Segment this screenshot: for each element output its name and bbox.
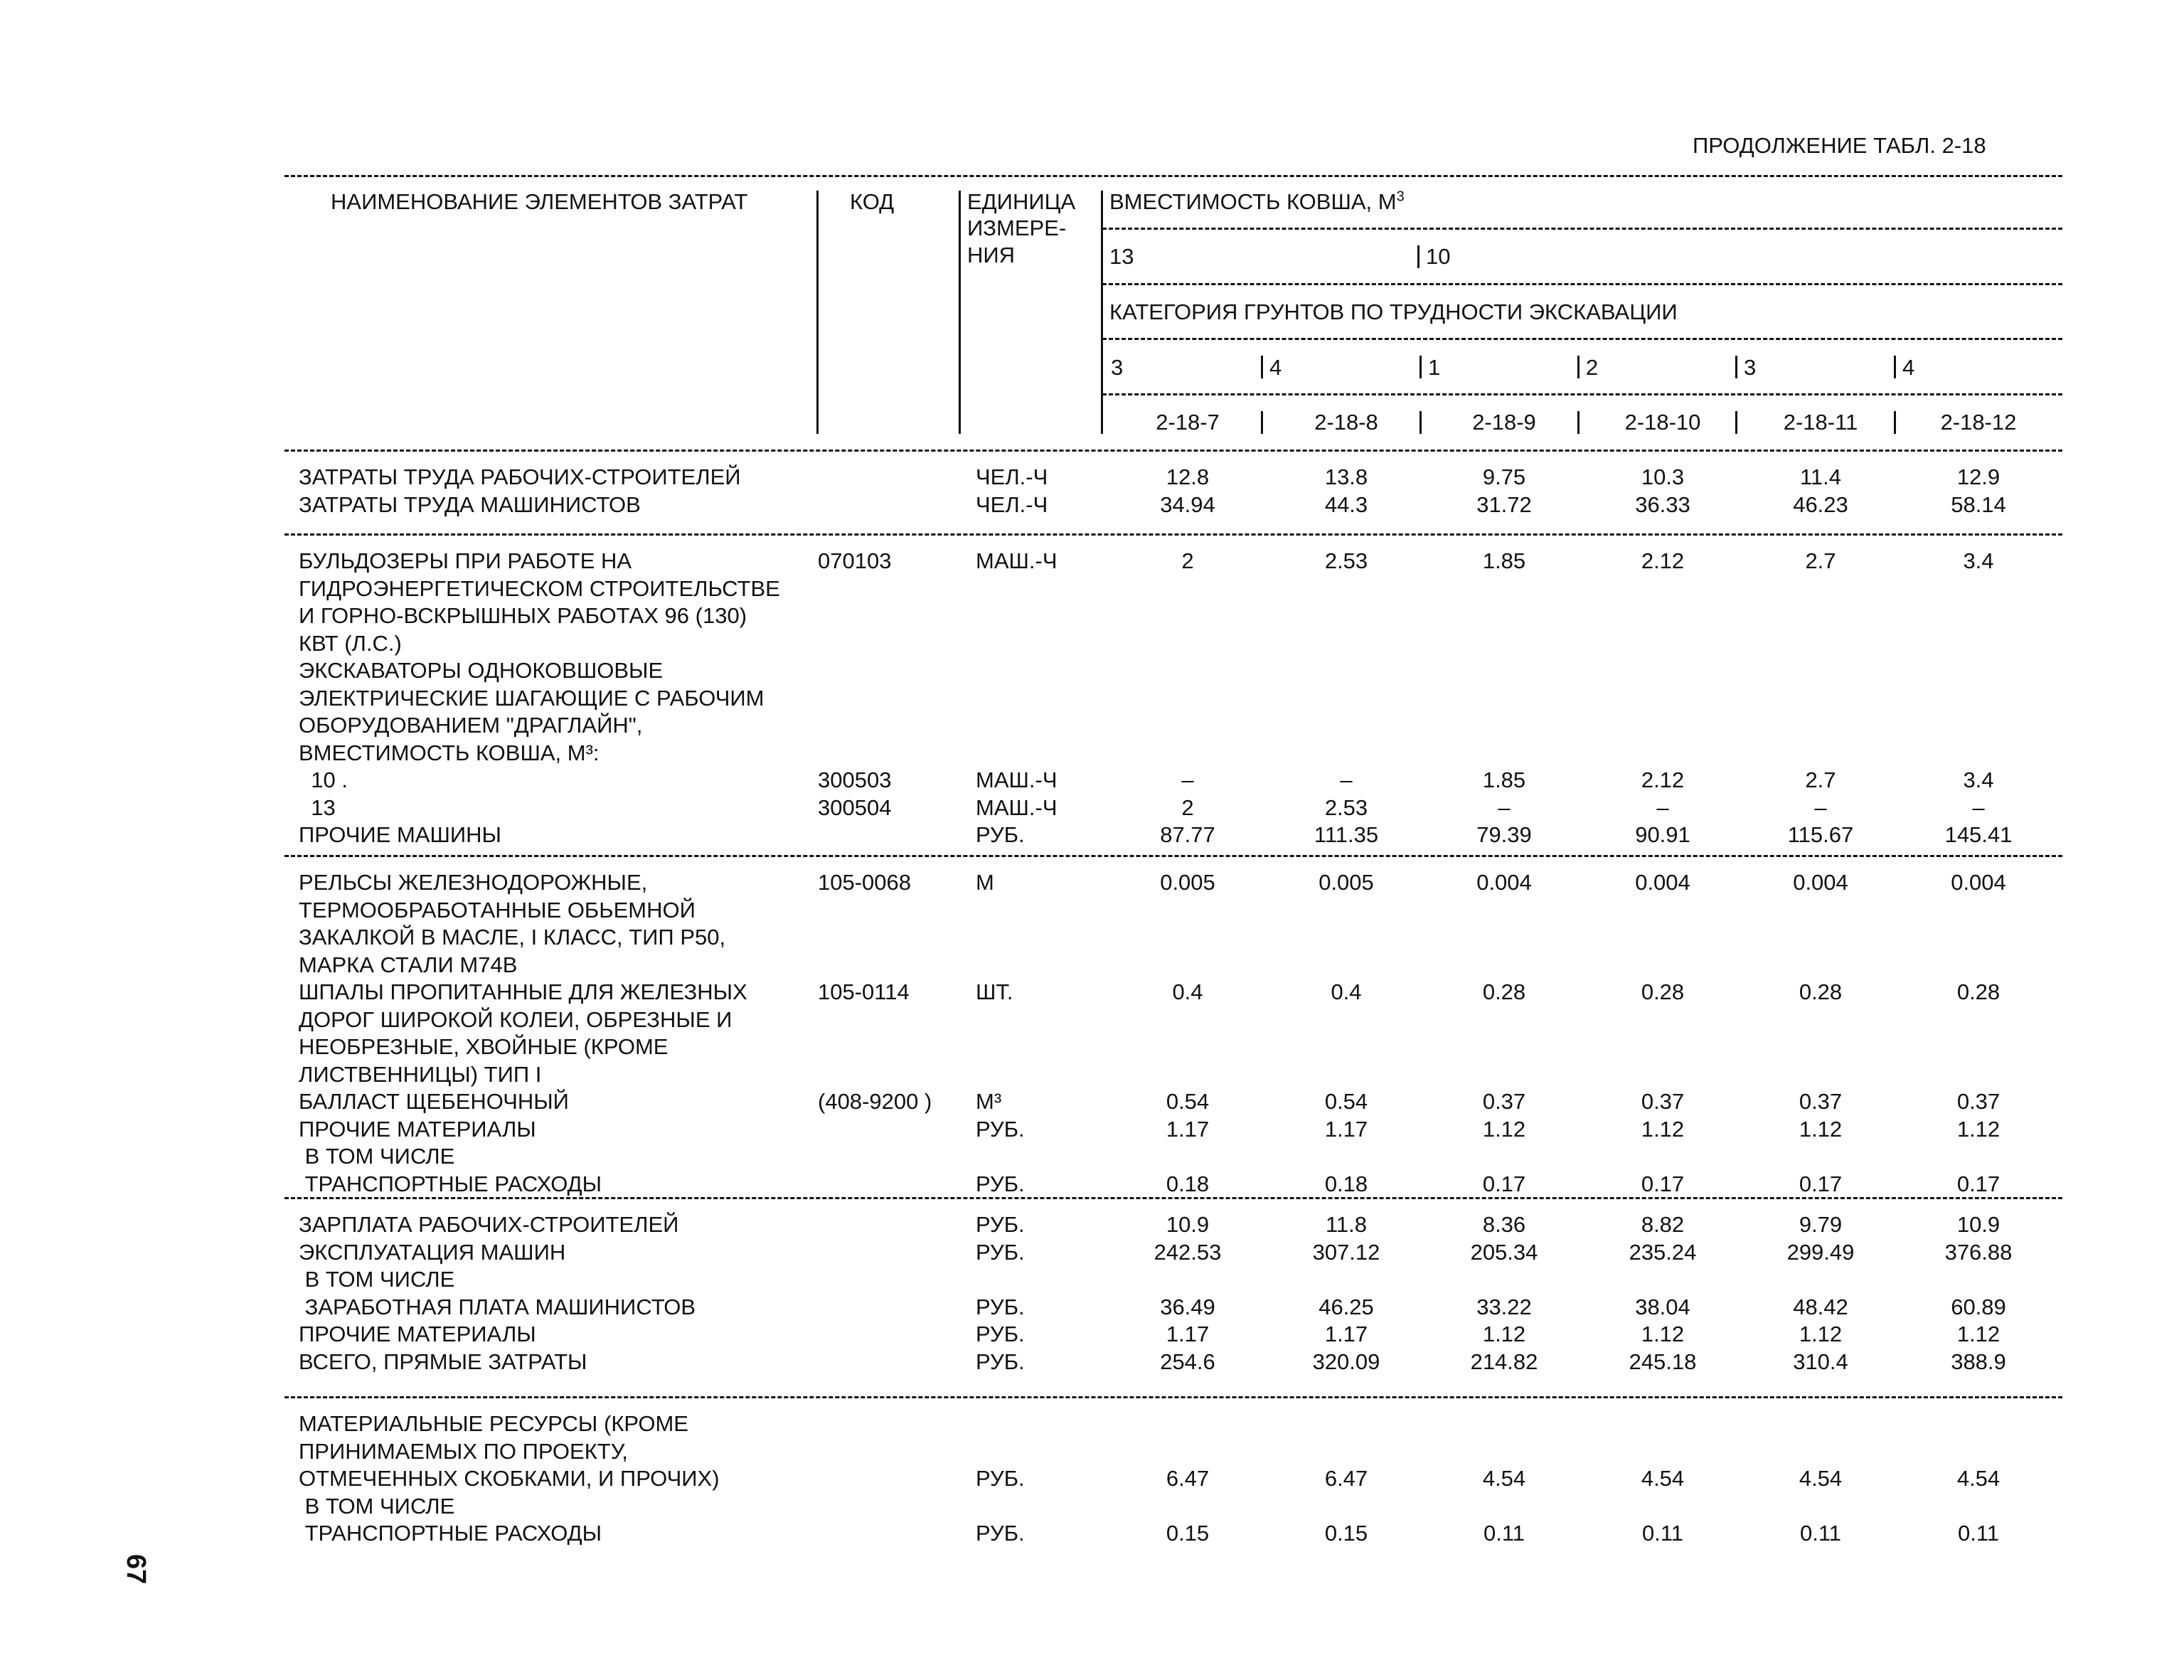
row-value: 0.11	[1957, 1521, 2000, 1546]
row-value: 1.12	[1482, 1116, 1526, 1142]
row-name-line: ТЕРМООБРАБОТАННЫЕ ОБЬЕМНОЙ	[299, 897, 696, 923]
row-value: 34.94	[1160, 491, 1215, 517]
row-name-line: 13	[299, 794, 336, 820]
header-code-2-18-11: 2-18-11	[1783, 410, 1858, 435]
row-name-line: ГИДРОЭНЕРГЕТИЧЕСКОМ СТРОИТЕЛЬСТВЕ	[299, 575, 780, 601]
row-value: 1.85	[1482, 767, 1526, 792]
row-unit: МАШ.-Ч	[976, 548, 1058, 573]
header-code-2-18-12: 2-18-12	[1940, 410, 2017, 435]
row-value: 36.33	[1635, 491, 1690, 517]
row-name-line: ПРОЧИЕ МАШИНЫ	[299, 822, 501, 847]
row-value: 38.04	[1635, 1294, 1690, 1319]
row-name-line: В ТОМ ЧИСЛЕ	[299, 1267, 455, 1292]
row-value: 111.35	[1314, 822, 1379, 847]
row-value: 2.7	[1805, 548, 1836, 573]
row-value: –	[1340, 767, 1353, 792]
row-value: 320.09	[1312, 1349, 1380, 1374]
header-divider	[1577, 356, 1580, 378]
row-name-line: ЛИСТВЕННИЦЫ) ТИП I	[299, 1061, 542, 1087]
row-value: 10.3	[1641, 464, 1685, 489]
row-name-line: БАЛЛАСТ ЩЕБЕНОЧНЫЙ	[299, 1089, 569, 1114]
row-value: 1.17	[1166, 1116, 1210, 1142]
row-unit: РУБ.	[976, 1349, 1025, 1374]
row-value: 44.3	[1324, 491, 1368, 517]
row-value: 0.17	[1641, 1171, 1685, 1196]
row-name-line: ЗАРПЛАТА РАБОЧИХ-СТРОИТЕЛЕЙ	[299, 1212, 679, 1237]
row-value: 1.12	[1956, 1322, 2001, 1346]
table-top-rule	[284, 175, 2062, 177]
row-value: 115.67	[1787, 822, 1854, 847]
header-code-2-18-10: 2-18-10	[1624, 410, 1701, 435]
row-value: 0.37	[1799, 1089, 1843, 1114]
header-divider	[1261, 411, 1263, 434]
row-value: 0.15	[1324, 1521, 1368, 1546]
row-value: –	[1972, 794, 1985, 820]
row-value: 0.17	[1956, 1171, 2001, 1196]
row-name-line: ТРАНСПОРТНЫЕ РАСХОДЫ	[299, 1171, 602, 1196]
row-value: 299.49	[1786, 1239, 1855, 1265]
row-name-line: ТРАНСПОРТНЫЕ РАСХОДЫ	[299, 1521, 602, 1546]
row-value: 307.12	[1312, 1239, 1380, 1265]
row-unit: РУБ.	[976, 1521, 1025, 1546]
row-unit: РУБ.	[976, 1171, 1025, 1196]
row-value: 0.18	[1166, 1171, 1210, 1196]
row-value: 8.36	[1482, 1212, 1526, 1237]
header-unit-line-3: НИЯ	[967, 243, 1016, 267]
row-name-line: ВСЕГО, ПРЯМЫЕ ЗАТРАТЫ	[299, 1349, 587, 1374]
row-name-line: ОТМЕЧЕННЫХ СКОБКАМИ, И ПРОЧИХ)	[299, 1466, 720, 1491]
header-separator-code-unit	[959, 191, 961, 434]
row-code: 070103	[818, 548, 892, 573]
row-value: 0.004	[1951, 870, 2006, 895]
page-number: 67	[121, 1554, 151, 1585]
row-value: –	[1181, 767, 1194, 792]
row-value: 4.54	[1641, 1466, 1685, 1491]
row-name-line: ЗАТРАТЫ ТРУДА РАБОЧИХ-СТРОИТЕЛЕЙ	[299, 464, 741, 489]
row-value: 4.54	[1799, 1466, 1843, 1491]
row-name-line: В ТОМ ЧИСЛЕ	[299, 1493, 455, 1519]
header-capacity-title: ВМЕСТИМОСТЬ КОВША, $М^3$	[1109, 188, 1405, 214]
row-value: 6.47	[1166, 1466, 1210, 1491]
row-name-line: ШПАЛЫ ПРОПИТАННЫЕ ДЛЯ ЖЕЛЕЗНЫХ	[299, 979, 747, 1004]
row-value: 0.28	[1641, 979, 1685, 1004]
row-name-line: КВТ (Л.С.)	[299, 630, 402, 656]
row-code: 300503	[818, 767, 892, 792]
row-value: 0.15	[1166, 1521, 1210, 1546]
row-value: 3.4	[1963, 767, 1994, 792]
row-value: 0.11	[1641, 1521, 1684, 1546]
row-value: 0.28	[1482, 979, 1526, 1004]
row-value: 4.54	[1956, 1466, 2001, 1491]
row-name-line: ПРИНИМАЕМЫХ ПО ПРОЕКТУ,	[299, 1438, 628, 1464]
row-value: 12.8	[1166, 464, 1210, 489]
row-value: 242.53	[1154, 1239, 1222, 1265]
row-value: 3.4	[1963, 548, 1994, 573]
row-name-line: 10 .	[299, 767, 348, 792]
row-value: 79.39	[1476, 822, 1532, 847]
row-value: 36.49	[1160, 1294, 1215, 1319]
header-divider	[1577, 411, 1580, 434]
row-value: 9.79	[1799, 1212, 1843, 1237]
header-unit-line-2: ИЗМЕРЕ-	[967, 216, 1067, 240]
header-bottom-rule	[284, 450, 2062, 452]
row-name-line: ДОРОГ ШИРОКОЙ КОЛЕИ, ОБРЕЗНЫЕ И	[299, 1006, 733, 1032]
header-separator-name-code	[816, 191, 819, 434]
row-unit: ЧЕЛ.-Ч	[976, 464, 1048, 489]
row-value: 12.9	[1956, 464, 2001, 489]
row-code: 105-0114	[818, 979, 910, 1004]
row-value: 235.24	[1629, 1239, 1697, 1265]
header-category-title: КАТЕГОРИЯ ГРУНТОВ ПО ТРУДНОСТИ ЭКСКАВАЦИИ	[1109, 299, 1678, 324]
header-name-column: НАИМЕНОВАНИЕ ЭЛЕМЕНТОВ ЗАТРАТ	[331, 189, 748, 214]
row-value: 388.9	[1951, 1349, 2006, 1374]
header-category-1: 3	[1111, 355, 1124, 380]
row-value: 0.005	[1319, 870, 1374, 895]
header-separator-unit-values	[1101, 191, 1103, 434]
header-divider	[1417, 245, 1419, 268]
header-divider	[1735, 411, 1737, 434]
row-value: 6.47	[1324, 1466, 1368, 1491]
row-value: 2.7	[1805, 767, 1836, 792]
row-value: 0.11	[1483, 1521, 1525, 1546]
header-category-5: 3	[1744, 355, 1757, 380]
section-rule	[284, 533, 2062, 536]
row-value: 0.28	[1799, 979, 1843, 1004]
row-value: 8.82	[1641, 1212, 1685, 1237]
row-unit: М³	[976, 1089, 1002, 1114]
row-name-line: И ГОРНО-ВСКРЫШНЫХ РАБОТАХ 96 (130)	[299, 603, 747, 628]
row-unit: РУБ.	[976, 1116, 1025, 1142]
row-name-line: ЗАРАБОТНАЯ ПЛАТА МАШИНИСТОВ	[299, 1294, 696, 1319]
row-value: 1.17	[1324, 1322, 1368, 1346]
row-value: 1.17	[1166, 1322, 1210, 1346]
row-value: –	[1498, 794, 1511, 820]
row-value: 0.17	[1799, 1171, 1843, 1196]
header-category-3: 1	[1428, 355, 1441, 380]
row-name-line: БУЛЬДОЗЕРЫ ПРИ РАБОТЕ НА	[299, 548, 632, 573]
row-unit: РУБ.	[976, 1322, 1025, 1346]
row-value: 4.54	[1482, 1466, 1526, 1491]
row-value: 90.91	[1635, 822, 1690, 847]
header-rule	[1102, 228, 2062, 230]
row-value: 1.12	[1482, 1322, 1526, 1346]
header-code-2-18-9: 2-18-9	[1472, 410, 1536, 435]
row-code: 105-0068	[818, 870, 912, 895]
row-value: 58.14	[1951, 491, 2006, 517]
row-name-line: ЗАТРАТЫ ТРУДА МАШИНИСТОВ	[299, 491, 641, 517]
row-value: 48.42	[1793, 1294, 1848, 1319]
row-unit: РУБ.	[976, 1466, 1025, 1491]
row-unit: РУБ.	[976, 1212, 1025, 1237]
header-capacity-10: 10	[1426, 244, 1451, 269]
row-name-line: ПРОЧИЕ МАТЕРИАЛЫ	[299, 1116, 536, 1142]
row-value: 11.8	[1325, 1212, 1368, 1237]
row-value: 0.004	[1635, 870, 1690, 895]
row-value: 10.9	[1166, 1212, 1210, 1237]
row-code: (408-9200 )	[818, 1089, 932, 1114]
row-name-line: ЗАКАЛКОЙ В МАСЛЕ, I КЛАСС, ТИП Р50,	[299, 925, 726, 950]
header-code-2-18-7: 2-18-7	[1156, 410, 1220, 435]
header-divider	[1419, 411, 1422, 434]
row-value: 46.25	[1319, 1294, 1374, 1319]
row-value: 13.8	[1324, 464, 1368, 489]
row-value: 0.54	[1166, 1089, 1210, 1114]
header-rule	[1102, 283, 2062, 285]
row-value: 2.12	[1641, 548, 1685, 573]
row-value: 33.22	[1476, 1294, 1532, 1319]
row-value: 0.54	[1324, 1089, 1368, 1114]
row-value: 245.18	[1629, 1349, 1697, 1374]
row-unit: ЧЕЛ.-Ч	[976, 491, 1048, 517]
row-value: 310.4	[1793, 1349, 1848, 1374]
row-name-line: ПРОЧИЕ МАТЕРИАЛЫ	[299, 1322, 536, 1346]
header-divider	[1261, 356, 1263, 378]
table-caption: ПРОДОЛЖЕНИЕ ТАБЛ. 2-18	[1693, 133, 1986, 158]
row-value: 2.53	[1324, 794, 1368, 820]
row-value: 376.88	[1944, 1239, 2013, 1265]
header-divider	[1894, 411, 1896, 434]
header-divider	[1894, 356, 1896, 378]
header-divider	[1735, 356, 1737, 378]
row-value: –	[1814, 794, 1827, 820]
row-value: 2	[1181, 548, 1194, 573]
row-name-line: ЭКСКАВАТОРЫ ОДНОКОВШОВЫЕ	[299, 658, 664, 683]
row-value: 0.4	[1172, 979, 1203, 1004]
row-code: 300504	[818, 794, 892, 820]
row-value: 1.12	[1641, 1116, 1685, 1142]
row-value: 11.4	[1799, 464, 1842, 489]
row-value: 9.75	[1482, 464, 1526, 489]
row-value: 1.12	[1799, 1322, 1843, 1346]
row-unit: МАШ.-Ч	[976, 767, 1058, 792]
row-value: 0.37	[1482, 1089, 1526, 1114]
header-rule	[1102, 338, 2062, 340]
header-category-4: 2	[1586, 355, 1599, 380]
header-rule	[1102, 393, 2062, 395]
row-name-line: ЭЛЕКТРИЧЕСКИЕ ШАГАЮЩИЕ С РАБОЧИМ	[299, 685, 765, 711]
row-value: 0.004	[1476, 870, 1532, 895]
row-name-line: МАРКА СТАЛИ М74В	[299, 952, 518, 977]
row-value: –	[1656, 794, 1669, 820]
row-value: 1.12	[1799, 1116, 1843, 1142]
row-name-line: В ТОМ ЧИСЛЕ	[299, 1144, 455, 1169]
row-value: 31.72	[1476, 491, 1532, 517]
row-value: 145.41	[1944, 822, 2013, 847]
header-code-column: КОД	[850, 189, 895, 214]
row-value: 254.6	[1160, 1349, 1215, 1374]
row-unit: МАШ.-Ч	[976, 794, 1058, 820]
row-unit: РУБ.	[976, 1294, 1025, 1319]
row-value: 0.18	[1324, 1171, 1368, 1196]
row-value: 0.11	[1799, 1521, 1842, 1546]
row-unit: РУБ.	[976, 822, 1025, 847]
row-value: 0.005	[1160, 870, 1215, 895]
row-name-line: ЭКСПЛУАТАЦИЯ МАШИН	[299, 1239, 566, 1265]
header-capacity-13: 13	[1109, 244, 1134, 269]
row-name-line: ОБОРУДОВАНИЕМ "ДРАГЛАЙН",	[299, 713, 643, 738]
row-value: 214.82	[1470, 1349, 1538, 1374]
section-rule	[284, 1396, 2062, 1398]
header-divider	[1419, 356, 1422, 378]
section-rule	[284, 855, 2062, 857]
row-value: 0.004	[1793, 870, 1848, 895]
header-unit-line-1: ЕДИНИЦА	[967, 189, 1076, 214]
row-value: 1.12	[1956, 1116, 2001, 1142]
row-value: 0.28	[1956, 979, 2001, 1004]
row-value: 205.34	[1470, 1239, 1538, 1265]
row-value: 10.9	[1956, 1212, 2001, 1237]
row-value: 2.53	[1324, 548, 1368, 573]
row-value: 1.17	[1324, 1116, 1368, 1142]
row-value: 60.89	[1951, 1294, 2006, 1319]
row-value: 1.12	[1641, 1322, 1685, 1346]
header-code-2-18-8: 2-18-8	[1314, 410, 1378, 435]
row-value: 0.37	[1641, 1089, 1685, 1114]
row-name-line: МАТЕРИАЛЬНЫЕ РЕСУРСЫ (КРОМЕ	[299, 1411, 688, 1436]
header-category-2: 4	[1269, 355, 1282, 380]
row-unit: РУБ.	[976, 1239, 1025, 1265]
row-value: 0.4	[1331, 979, 1362, 1004]
row-name-line: РЕЛЬСЫ ЖЕЛЕЗНОДОРОЖНЫЕ,	[299, 870, 648, 895]
row-value: 2	[1181, 794, 1194, 820]
row-unit: М	[976, 870, 994, 895]
section-rule	[284, 1197, 2062, 1199]
header-category-6: 4	[1902, 355, 1915, 380]
row-value: 46.23	[1793, 491, 1848, 517]
row-value: 0.37	[1956, 1089, 2001, 1114]
row-value: 1.85	[1482, 548, 1526, 573]
row-value: 87.77	[1160, 822, 1215, 847]
row-name-line: ВМЕСТИМОСТЬ КОВША, М³:	[299, 740, 600, 765]
row-name-line: НЕОБРЕЗНЫЕ, ХВОЙНЫЕ (КРОМЕ	[299, 1034, 668, 1059]
row-value: 2.12	[1641, 767, 1685, 792]
row-value: 0.17	[1482, 1171, 1526, 1196]
row-unit: ШТ.	[976, 979, 1013, 1004]
